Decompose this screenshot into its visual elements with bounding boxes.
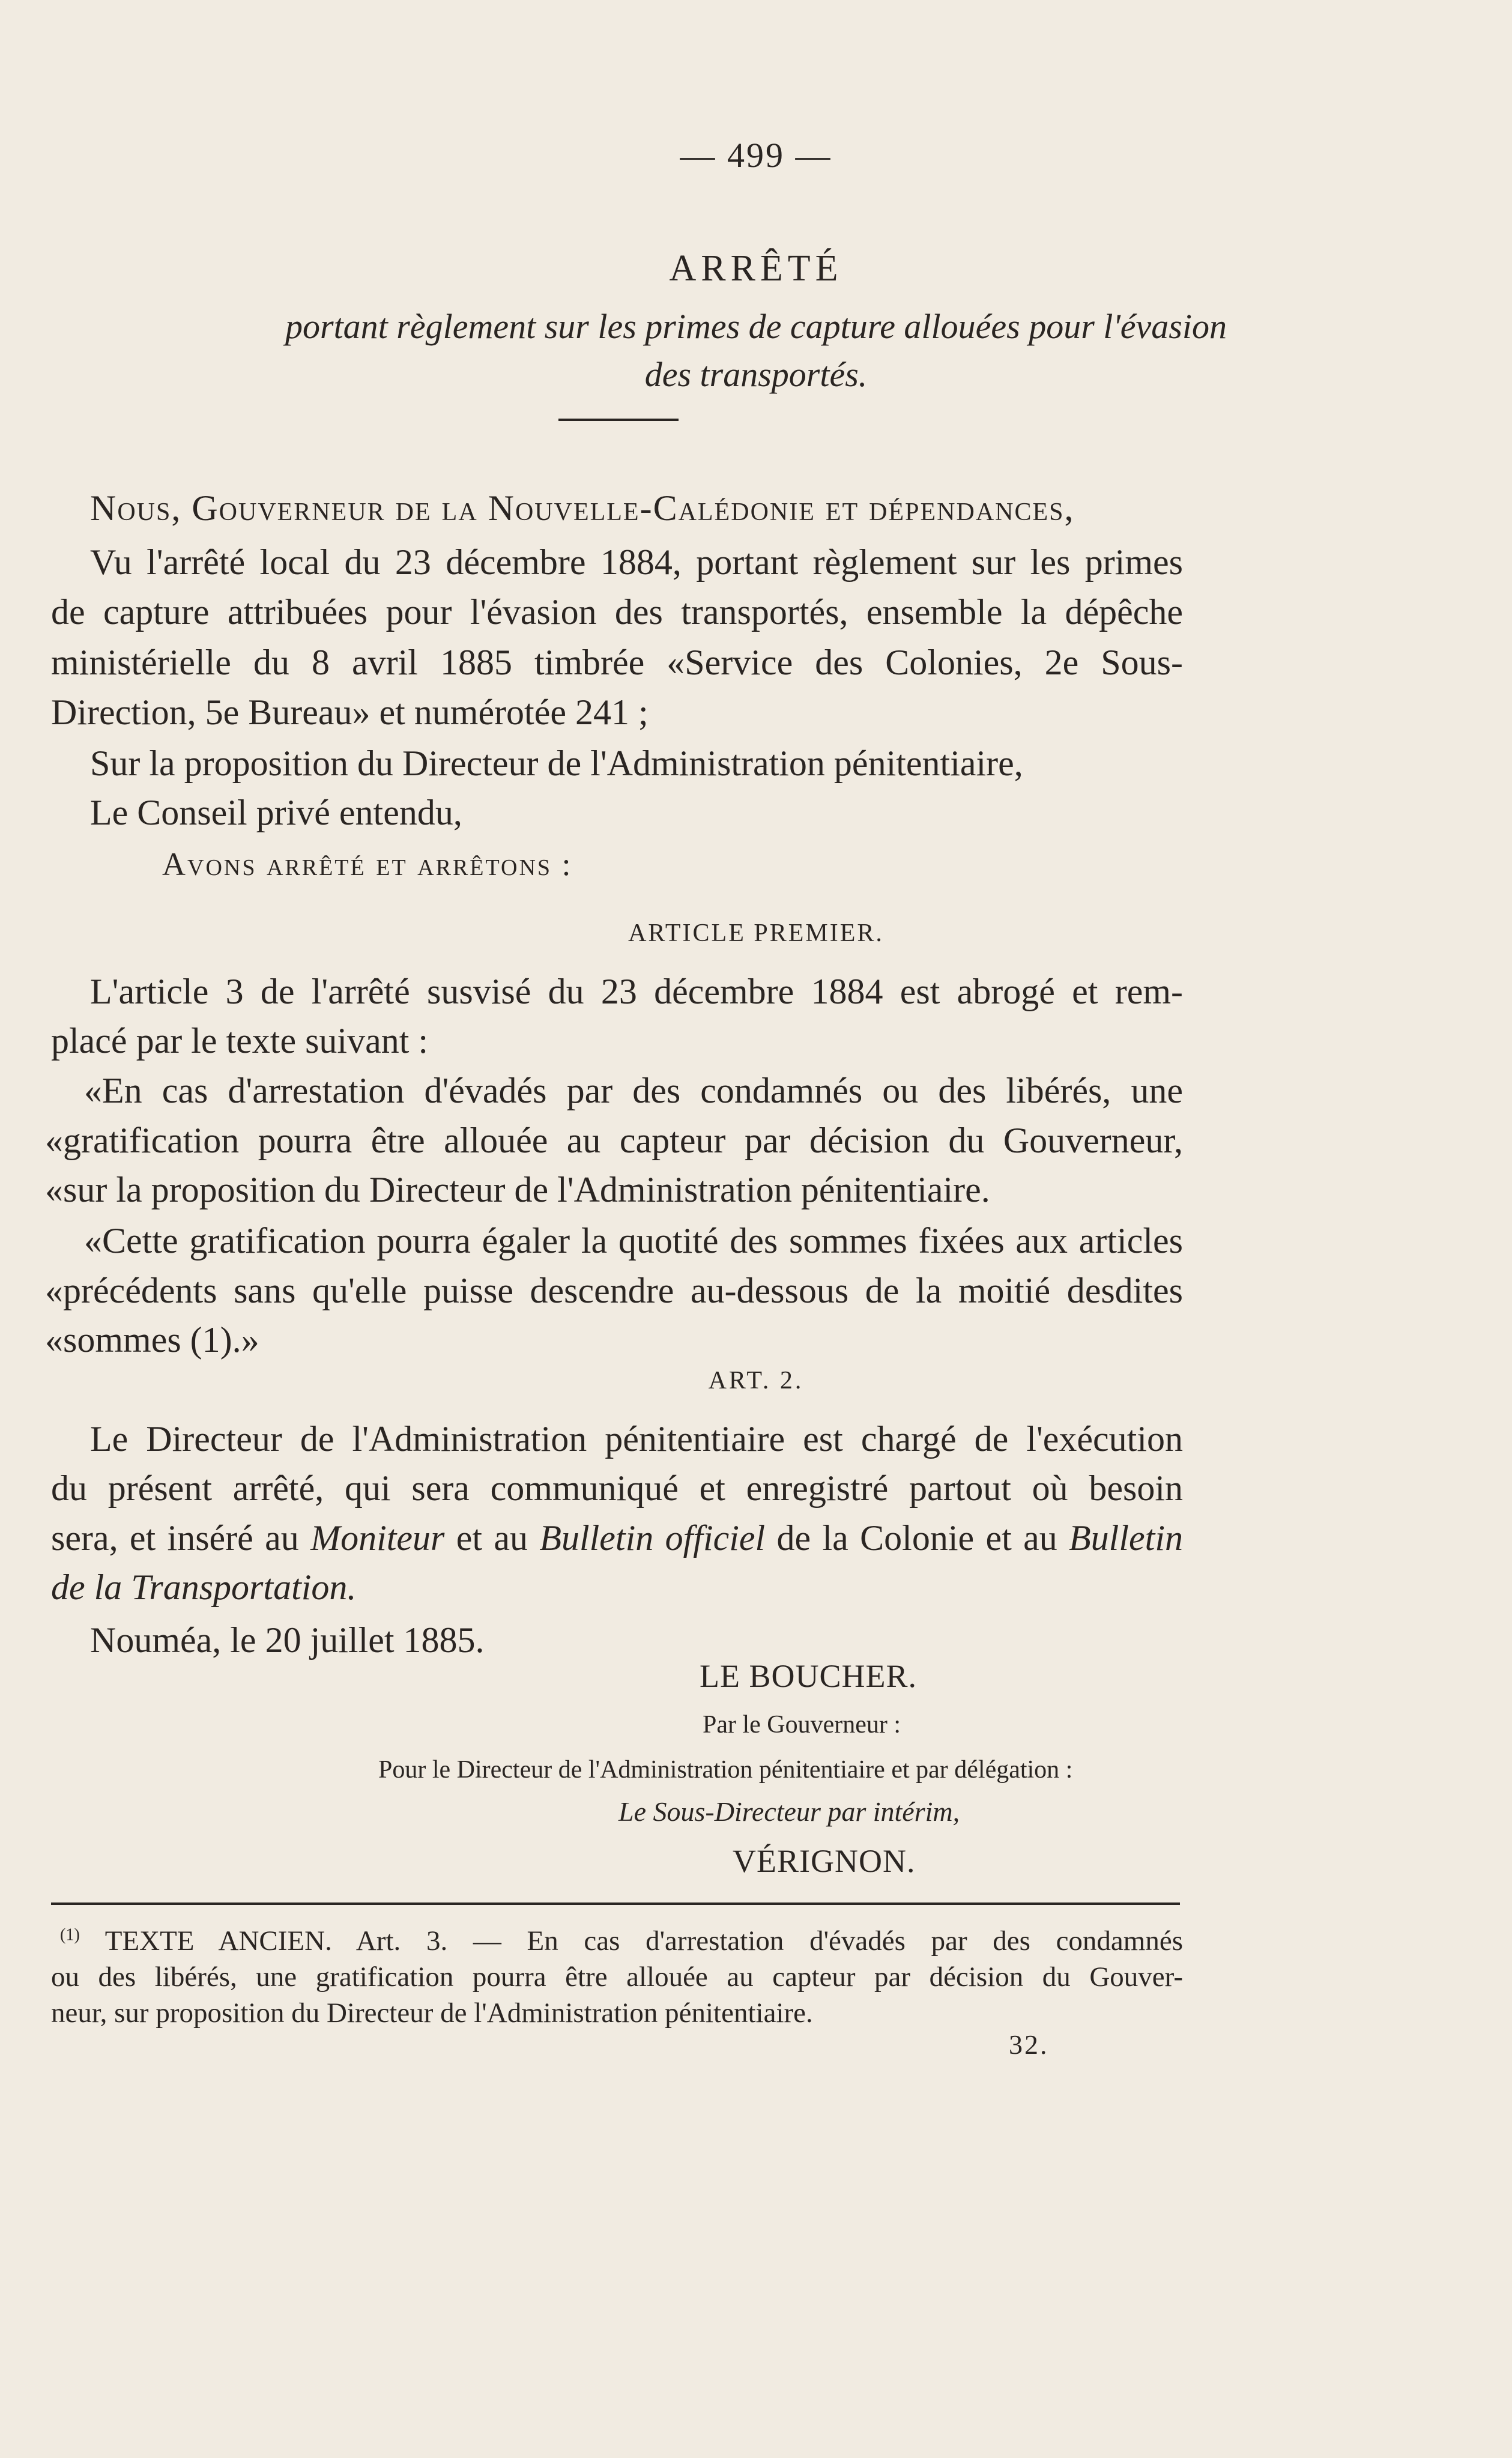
footnote-marker: (1) xyxy=(60,1925,80,1945)
moniteur-title: Moniteur xyxy=(310,1518,445,1558)
title-rule xyxy=(558,419,679,421)
document-subtitle-line-1: portant règlement sur les primes de capture allouées pour l'évasion xyxy=(285,307,1227,346)
bulletin-title: Bulletin xyxy=(1069,1518,1183,1558)
decree-line: Avons arrêté et arrêtons : xyxy=(162,846,573,882)
preamble-line: de capture attribuées pour l'évasion des transportés, ensemble la dépêche xyxy=(51,592,1183,632)
article-1-line: «sur la proposition du Directeur de l'Administration pénitentiaire. xyxy=(45,1170,990,1209)
article-1-line: «En cas d'arrestation d'évadés par des condamnés ou des libérés, une xyxy=(84,1071,1183,1110)
preamble-line: Le Conseil privé entendu, xyxy=(90,793,462,832)
article-2-line: de la Transportation. xyxy=(51,1567,357,1607)
bulletin-officiel-title: Bulletin officiel xyxy=(539,1518,766,1558)
article-2-line xyxy=(51,1513,1183,1563)
article-1-line: L'article 3 de l'arrêté susvisé du 23 décembre 1884 est abrogé et rem- xyxy=(90,972,1183,1011)
article-2-text: et au xyxy=(444,1518,540,1558)
governor-signature: LE BOUCHER. xyxy=(700,1658,917,1694)
page-number: — 499 — xyxy=(680,136,832,175)
article-1-line: placé par le texte suivant : xyxy=(51,1021,429,1061)
by-governor-line: Par le Gouverneur : xyxy=(703,1711,901,1739)
place-date: Nouméa, le 20 juillet 1885. xyxy=(90,1620,485,1660)
article-2-text: de la Colonie et au xyxy=(765,1518,1069,1558)
article-1-line: «précédents sans qu'elle puisse descendre au-dessous de la moitié desdites xyxy=(45,1271,1183,1310)
delegation-line: Pour le Directeur de l'Administration pénitentiaire et par délégation : xyxy=(378,1756,1073,1784)
issuer-line: Nous, Gouverneur de la Nouvelle-Calédonie et dépendances, xyxy=(90,488,1075,528)
document-subtitle-line-2: des transportés. xyxy=(644,355,868,394)
article-1-line: «gratification pourra être allouée au capteur par décision du Gouverneur, xyxy=(45,1121,1183,1160)
preamble-line: Sur la proposition du Directeur de l'Administration pénitentiaire, xyxy=(90,743,1023,783)
article-1-line: «sommes (1).» xyxy=(45,1320,259,1360)
footnote-line: ou des libérés, une gratification pourra être allouée au capteur par décision du Gouver- xyxy=(51,1961,1183,1993)
footnote-rule xyxy=(51,1903,1180,1905)
footnote-line: neur, sur proposition du Directeur de l'Administration pénitentiaire. xyxy=(51,1997,813,2029)
preamble-line: Direction, 5e Bureau» et numérotée 241 ; xyxy=(51,692,649,732)
signature-mark: 32. xyxy=(1009,2029,1049,2060)
preamble-line: ministérielle du 8 avril 1885 timbrée «Service des Colonies, 2e Sous- xyxy=(51,643,1183,682)
article-2-text: sera, et inséré au xyxy=(51,1518,311,1558)
article-2-heading: ART. 2. xyxy=(708,1367,804,1394)
article-2-line: Le Directeur de l'Administration pénitentiaire est chargé de l'exécution xyxy=(90,1419,1183,1459)
article-1-heading: ARTICLE PREMIER. xyxy=(628,919,884,947)
preamble-line: Vu l'arrêté local du 23 décembre 1884, portant règlement sur les primes xyxy=(90,542,1183,582)
footnote-text: TEXTE ANCIEN. Art. 3. — En cas d'arrestation d'évadés par des condamnés xyxy=(104,1925,1183,1957)
document-title: ARRÊTÉ xyxy=(669,248,843,289)
article-2-line: du présent arrêté, qui sera communiqué et enregistré partout où besoin xyxy=(51,1468,1183,1508)
director-signature: VÉRIGNON. xyxy=(733,1843,916,1879)
interim-line: Le Sous-Directeur par intérim, xyxy=(618,1796,960,1827)
footnote-line xyxy=(60,1922,1183,1960)
article-1-line: «Cette gratification pourra égaler la quotité des sommes fixées aux articles xyxy=(84,1221,1183,1261)
